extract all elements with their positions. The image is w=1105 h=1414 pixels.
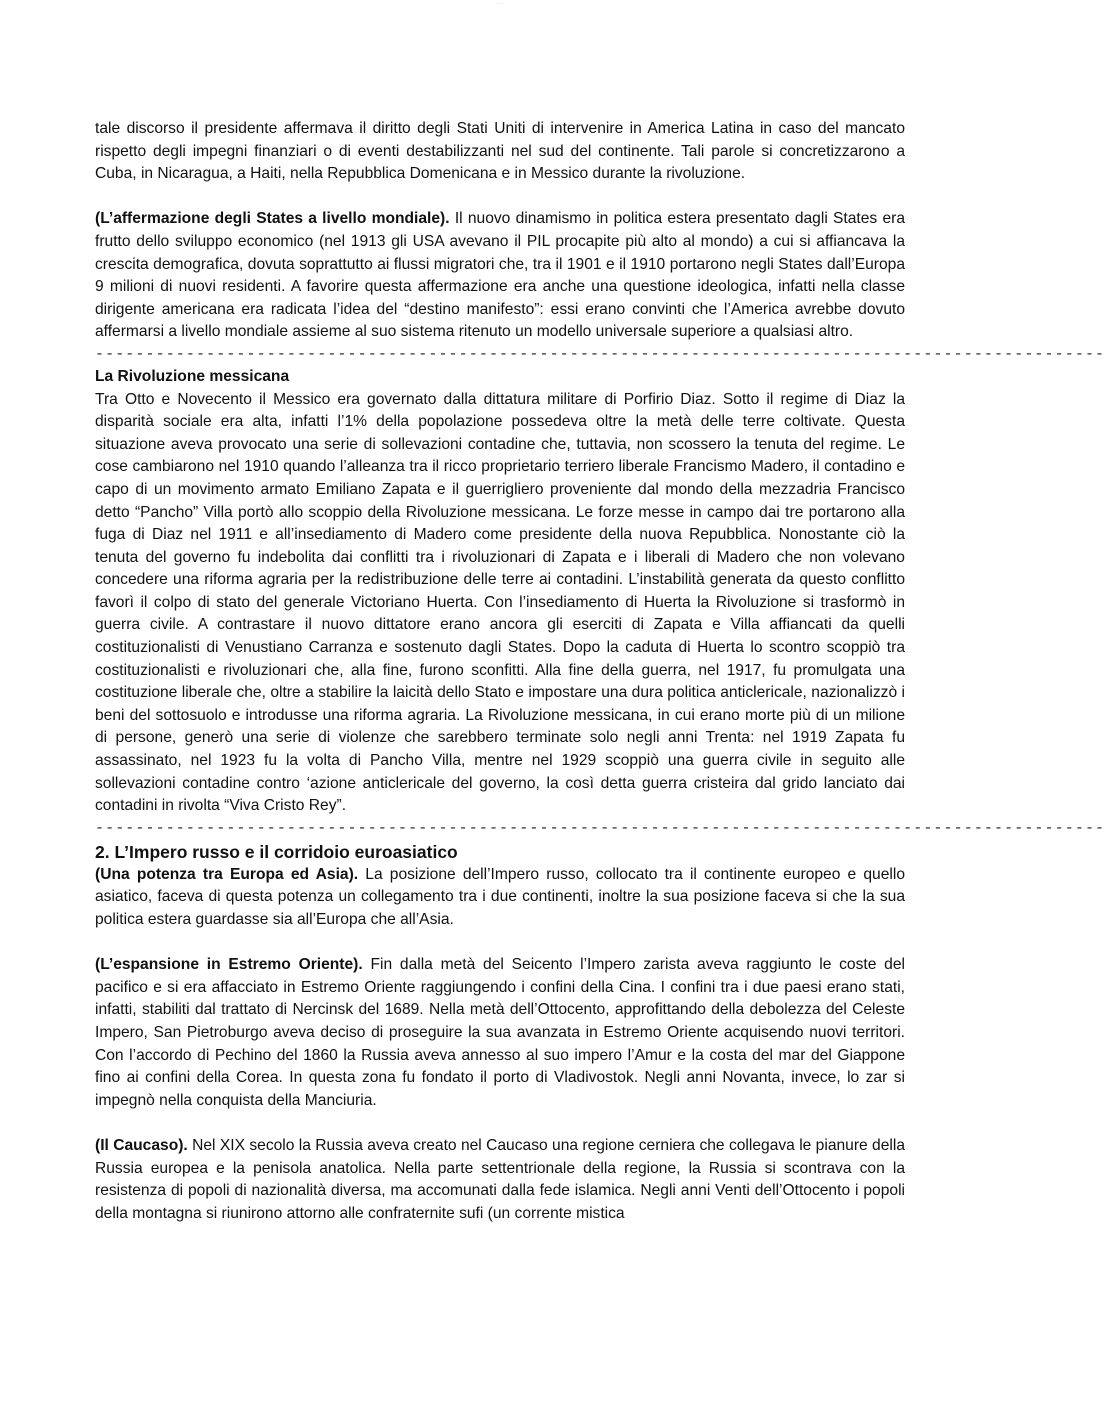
paragraph-gap — [95, 186, 905, 209]
paragraph-lead: (Una potenza tra Europa ed Asia). — [95, 865, 359, 883]
paragraph-caucasus — [95, 1135, 905, 1225]
document-body — [95, 118, 1105, 1225]
paragraph-latin-america: tale discorso il presidente affermava il diritto degli Stati Uniti di intervenire in America Latina in caso del mancato rispetto degli impegni finanziari o di eventi destabilizzanti nel sud del continente. Tali parole si concretizzarono a Cuba, in Nicaragua, a Haiti, nella Repubblica Domenicana e in Messico durante la rivoluzione. — [95, 120, 905, 183]
paragraph-lead: (Il Caucaso). — [95, 1136, 188, 1154]
paragraph-text: Nel XIX secolo la Russia aveva creato nel Caucaso una regione cerniera che collegava le pianure della Russia europea e la penisola anatolica. Nella parte settentrionale della regione, la Russia si scontrava con la resistenza di popoli di nazionalità diversa, ma accomunati dalla fede islamica. Negli anni Venti dell’Ottocento i popoli della montagna si riunirono attorno alle confraternite sufi (un corrente mistica — [95, 1136, 906, 1222]
paragraph-text: Il nuovo dinamismo in politica estera presentato dagli States era frutto dello sviluppo economico (nel 1913 gli USA avevano il PIL procapite più alto al mondo) a cui si affiancava la crescita demografica, dovuta soprattutto ai flussi migratori che, tra il 1901 e il 1910 portarono negli States dall’Europa 9 milioni di nuovi residenti. A favorire questa affermazione era anche una questione ideologica, infatti nella classe dirigente americana era radicata l’idea del “destino manifesto”: essi erano convinti che l’America avrebbe dovuto affermarsi a livello mondiale assieme al suo sistema ritenuto un modello universale superiore a qualsiasi altro. — [95, 210, 905, 341]
section-divider: ---------------------------------------------------------------------------------------------------- — [95, 345, 1105, 363]
paragraph-text: La posizione dell’Impero russo, collocato tra il continente europeo e quello asiatico, faceva di questa potenza un collegamento tra i due continenti, inoltre la sua posizione faceva si che la sua politica estera guardasse sia all’Europa che all’Asia. — [95, 865, 905, 928]
paragraph-mexican-revolution: Tra Otto e Novecento il Messico era governato dalla dittatura militare di Porfirio Diaz. Sotto il regime di Diaz la disparità sociale era alta, infatti l’1% della popolazione possedeva oltre la metà delle terre coltivate. Questa situazione aveva provocato una serie di sollevazioni contadine che, tuttavia, non scossero la tenuta del regime. Le cose cambiarono nel 1910 quando l’alleanza tra il ricco proprietario terriero liberale Francismo Madero, il contadino e capo di un movimento armato Emiliano Zapata e il guerrigliero proveniente dal mondo della mezzadria Francisco detto “Pancho” Villa portò allo scoppio della Rivoluzione messicana. Le forze messe in campo dai tre portarono alla fuga di Diaz nel 1911 e all’insediamento di Madero come presidente della nuova Repubblica. Nonostante ciò la tenuta del governo fu indebolita dai conflitti tra i rivoluzionari di Zapata e i liberali di Madero che non volevano concedere una riforma agraria per la redistribuzione delle terre ai contadini. L’instabilità generata da questo conflitto favorì il colpo di stato del generale Victoriano Huerta. Con l’insediamento di Huerta la Rivoluzione si trasformò in guerra civile. A contrastare il nuovo dittatore erano ancora gli eserciti di Zapata e Villa affiancati da quelli costituzionalisti di Venustiano Carranza e sostenuto dagli States. Dopo la caduta di Huerta lo scontro scoppiò tra costituzionalisti e rivoluzionari che, alla fine, furono sconfitti. Alla fine della guerra, nel 1917, fu promulgata una costituzione liberale che, oltre a stabilire la laicità dello Stato e impostare una dura politica anticlericale, nazionalizzò i beni del sottosuolo e introdusse una riforma agraria. La Rivoluzione messicana, in cui erano morte più di un milione di persone, generò una serie di violenze che sarebbero terminate solo negli anni Trenta: nel 1919 Zapata fu assassinato, nel 1923 fu la volta di Pancho Villa, mentre nel 1929 scoppiò una guerra civile in seguito alle sollevazioni contadine contro ‘azione anticlericale del governo, la così detta guerra cristeira dal grido lanciato dai contadini in rivolta “Viva Cristo Rey”. — [95, 390, 905, 815]
section-title-mexican-revolution: La Rivoluzione messicana — [95, 367, 290, 385]
paragraph-lead: (L’espansione in Estremo Oriente). — [95, 956, 363, 974]
paragraph-far-east — [95, 954, 905, 1112]
page-header-mark: · · · · — [495, 1, 505, 6]
paragraph-states-world — [95, 208, 905, 344]
paragraph-gap — [95, 1112, 905, 1135]
chapter-heading-russian-empire: 2. L’Impero russo e il corridoio euroasiatico — [95, 841, 458, 862]
paragraph-gap — [95, 932, 905, 955]
paragraph-europe-asia — [95, 864, 905, 932]
paragraph-text: Fin dalla metà del Seicento l’Impero zarista aveva raggiunto le coste del pacifico e si era affacciato in Estremo Oriente raggiungendo i confini della Cina. I confini tra i due paesi erano stati, infatti, stabiliti dal trattato di Nercinsk del 1689. Nella metà dell’Ottocento, approfittando della debolezza del Celeste Impero, San Pietroburgo aveva deciso di proseguire la sua avanzata in Estremo Oriente acquisendo nuovi territori. Con l’accordo di Pechino del 1860 la Russia aveva annesso al suo impero l’Amur e la costa del mar del Giappone fino ai confini della Corea. In questa zona fu fondato il porto di Vladivostok. Negli anni Novanta, invece, lo zar si impegnò nella conquista della Manciuria. — [95, 956, 905, 1109]
section-divider: ---------------------------------------------------------------------------------------------------- — [95, 819, 1105, 837]
paragraph-lead: (L’affermazione degli States a livello mondiale). — [95, 210, 450, 228]
